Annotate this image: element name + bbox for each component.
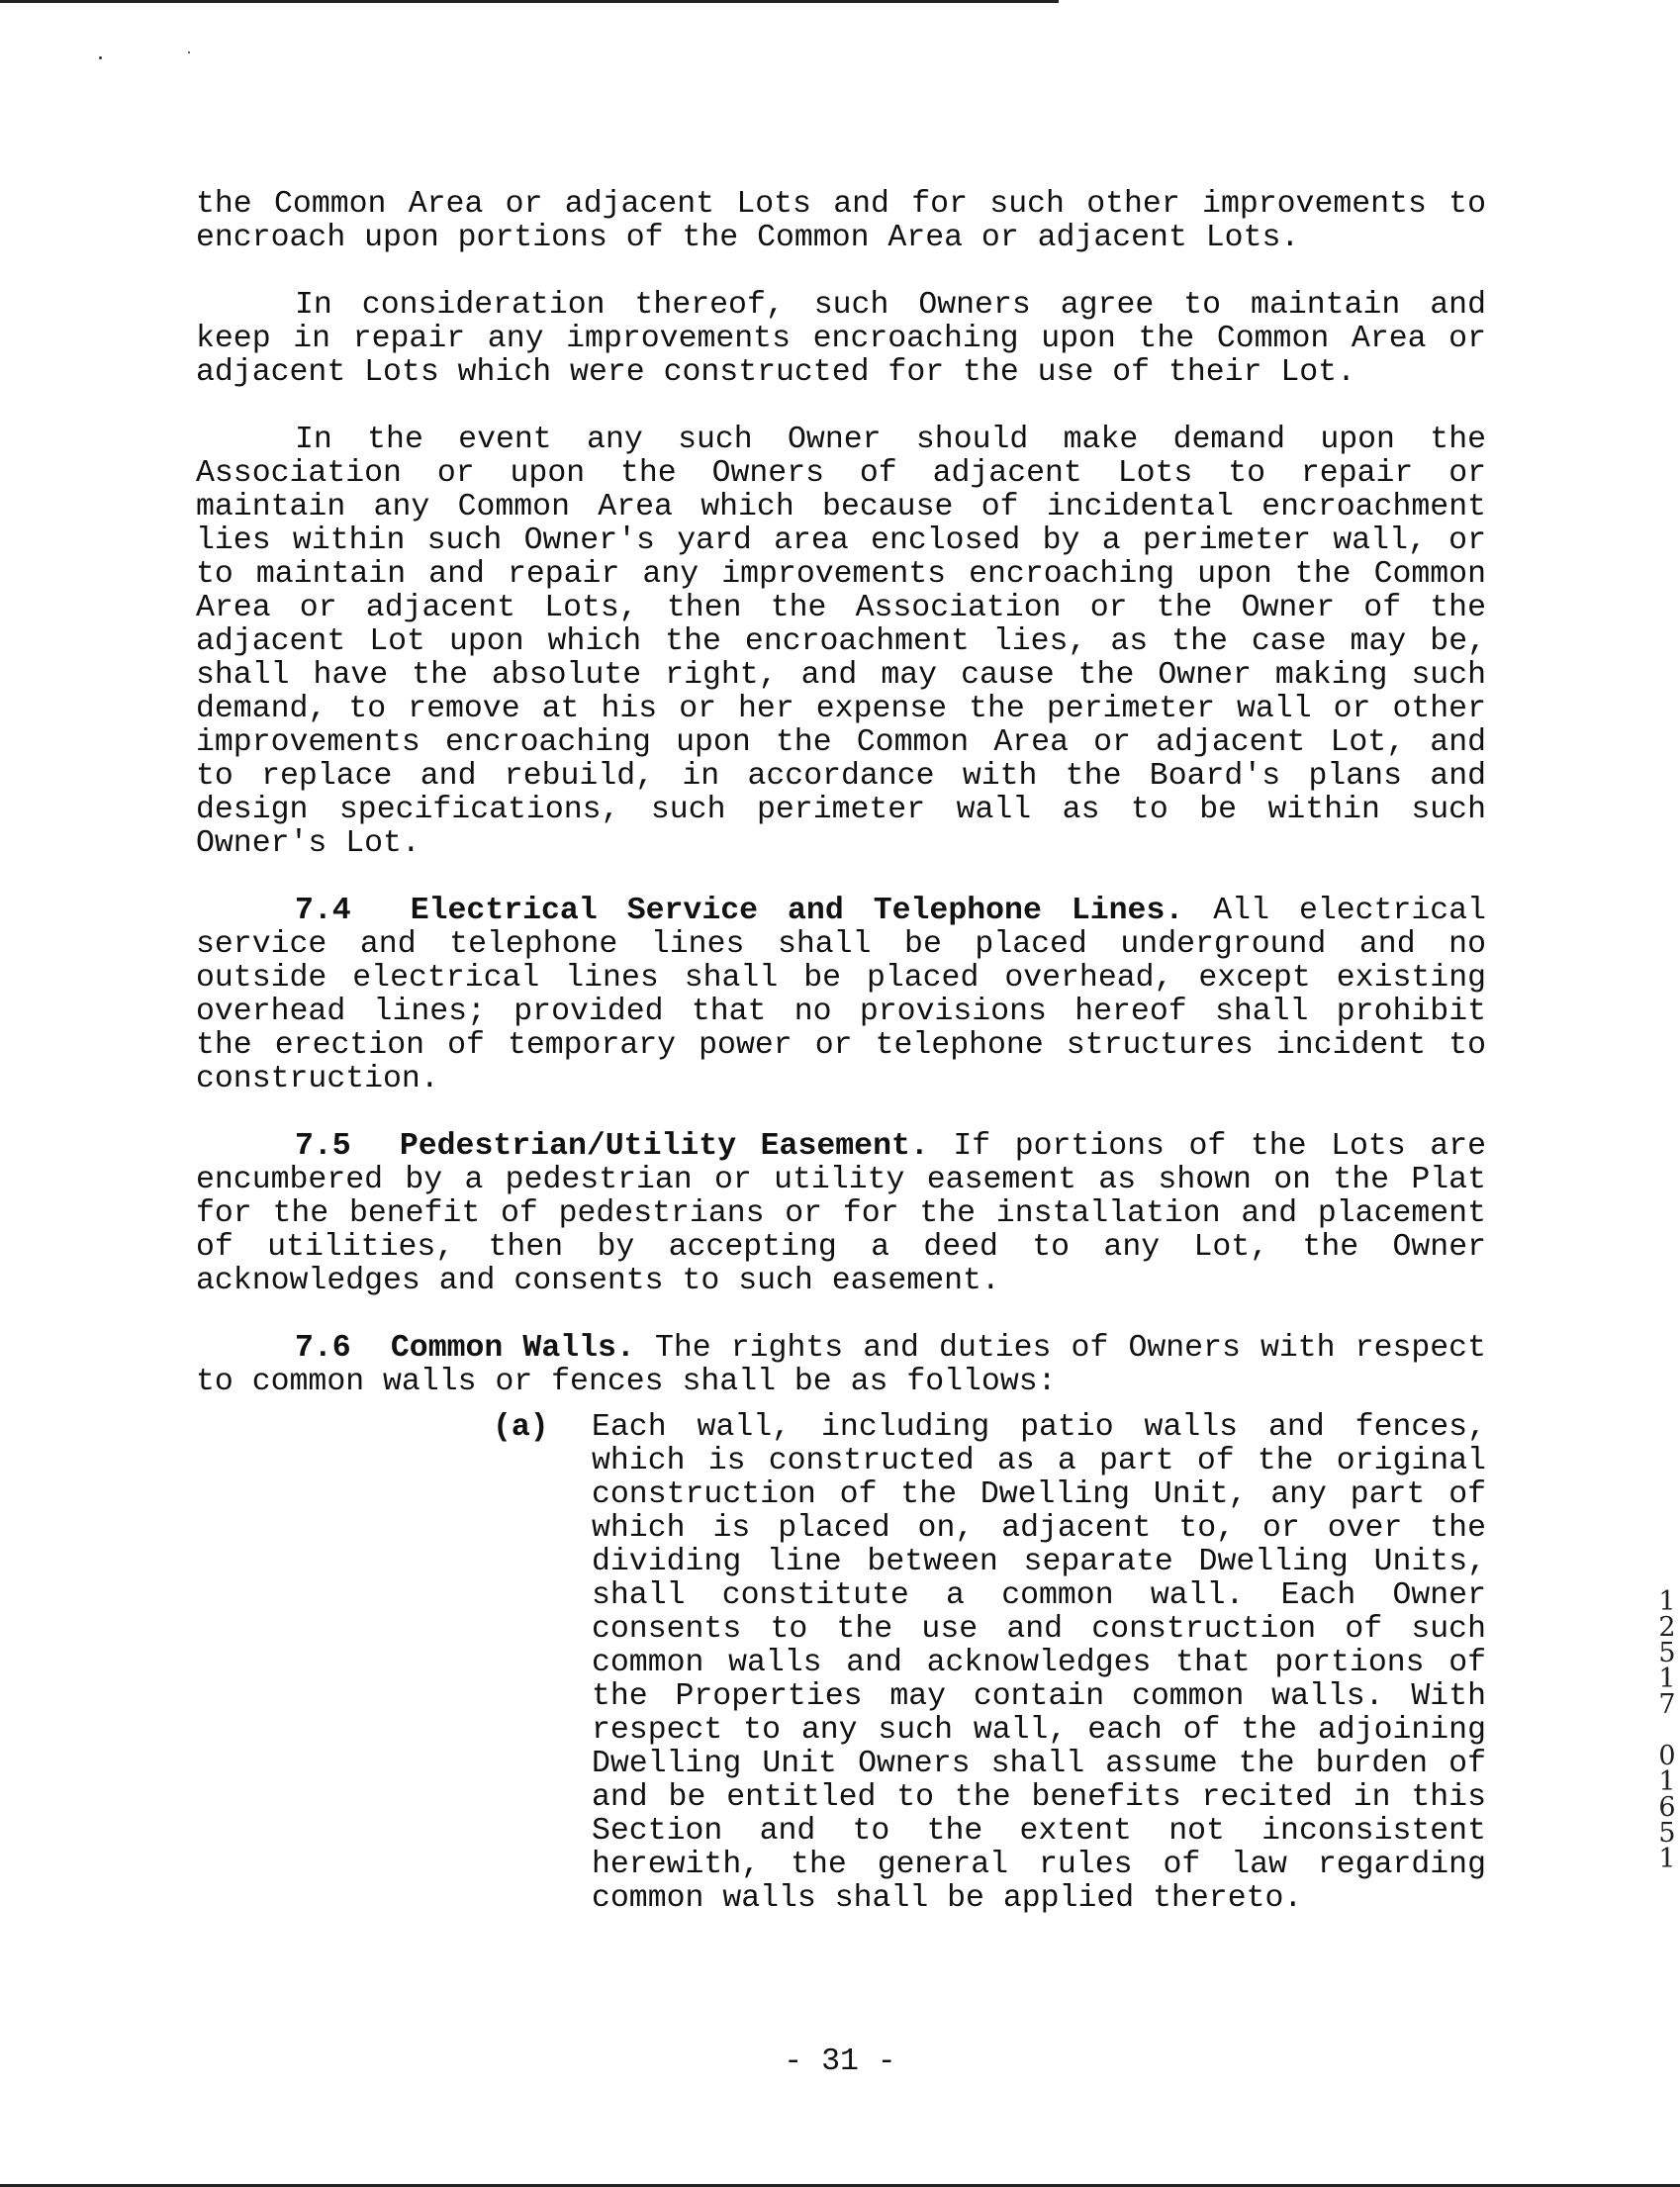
- scan-speck: [188, 51, 190, 53]
- section-title: Common Walls.: [390, 1331, 635, 1366]
- recording-number-char: 1: [1658, 1664, 1676, 1694]
- paragraph-owner-maintenance: In consideration thereof, such Owners agree to maintain and keep in repair any improvements encroaching upon the Common Area or adjacent Lots which were constructed for the use of their Lot.: [196, 288, 1486, 390]
- recording-number-char: 7: [1658, 1689, 1676, 1720]
- section-7-6: [196, 1332, 1486, 1399]
- recording-number-char: 5: [1658, 1818, 1676, 1849]
- recording-number-char: 2: [1658, 1612, 1676, 1643]
- section-body: All electrical service and telephone lines shall be placed underground and no outside electrical lines shall be placed overhead, except existing overhead lines; provided that no provisions hereof shall prohibit the erection of temporary power or telephone structures incident to construction.: [196, 894, 1486, 1096]
- section-7-5: [196, 1130, 1486, 1298]
- paragraph-owner-demand: In the event any such Owner should make demand upon the Association or upon the Owners of adjacent Lots to repair or maintain any Common Area which because of incidental encroachment lies within such Owner's yard area enclosed by a perimeter wall, or to maintain and repair any improvements encroaching upon the Common Area or adjacent Lots, then the Association or the Owner of the adjacent Lot upon which the encroachment lies, as the case may be, shall have the absolute right, and may cause the Owner making such demand, to remove at his or her expense the perimeter wall or other improvements encroaching upon the Common Area or adjacent Lot, and to replace and rebuild, in accordance with the Board's plans and design specifications, such perimeter wall as to be within such Owner's Lot.: [196, 423, 1486, 861]
- top-scan-edge: [0, 0, 1059, 3]
- subitem-marker: (a): [493, 1410, 549, 1445]
- recording-number-vertical: [1650, 1586, 1680, 1874]
- section-7-4: [196, 895, 1486, 1096]
- recording-number-char: 0: [1658, 1741, 1676, 1771]
- recording-number-char: 1: [1658, 1766, 1676, 1797]
- recording-number-char: 6: [1658, 1792, 1676, 1823]
- section-title: Electrical Service and Telephone Lines.: [410, 894, 1184, 928]
- section-body: If portions of the Lots are encumbered by a pedestrian or utility easement as shown on the Plat for the benefit of pedestrians or for the installation and placement of utilities, then by accepting a deed to any Lot, the Owner acknowledges and consents to such easement.: [196, 1129, 1487, 1298]
- subitem-text: Each wall, including patio walls and fences, which is constructed as a part of the original construction of the Dwelling Unit, any part of which is placed on, adjacent to, or over the dividing line between separate Dwelling Units, shall constitute a common wall. Each Owner consents to the use and construction of such common walls and acknowledges that portions of the Properties may contain common walls. With respect to any such wall, each of the adjoining Dwelling Unit Owners shall assume the burden of and be entitled to the benefits recited in this Section and to the extent not inconsistent herewith, the general rules of law regarding common walls shall be applied thereto.: [592, 1410, 1486, 1916]
- page-number: - 31 -: [784, 2044, 896, 2079]
- recording-number-char: 1: [1658, 1586, 1676, 1617]
- scan-speck: [99, 56, 102, 59]
- section-number: 7.6: [295, 1331, 351, 1366]
- section-body: The rights and duties of Owners with respect to common walls or fences shall be as follows:: [196, 1331, 1486, 1399]
- document-body: [196, 188, 1486, 1949]
- recording-number-char: 1: [1658, 1844, 1676, 1874]
- section-number: 7.5: [295, 1129, 351, 1164]
- section-number: 7.4: [295, 894, 351, 928]
- section-title: Pedestrian/Utility Easement.: [399, 1129, 929, 1164]
- recording-number-char: 5: [1658, 1638, 1676, 1668]
- paragraph-encroachment-continuation: the Common Area or adjacent Lots and for such other improvements to encroach upon portions of the Common Area or adjacent Lots.: [196, 187, 1486, 255]
- subitem-a: [493, 1411, 1486, 1916]
